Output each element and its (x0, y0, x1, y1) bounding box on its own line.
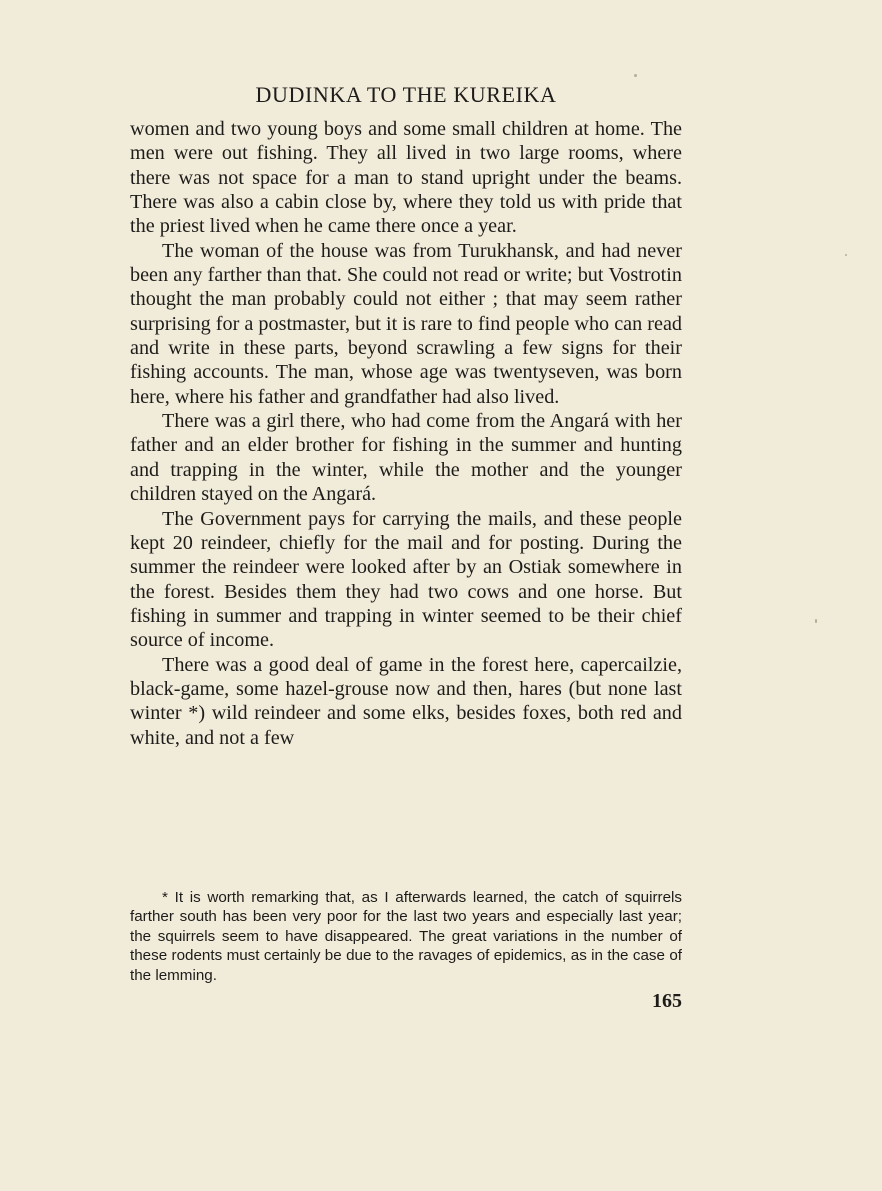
footnote: * It is worth remarking that, as I afterwards learned, the catch of squirrels farther south has been very poor for the last two years and especially last year; the squirrels seem to have disappeared. The great variations in the number of these rodents must certainly be due to the ravages of epidemics, as in the case of the lemming. (130, 889, 682, 984)
paper-speck (845, 254, 847, 256)
paragraph: The woman of the house was from Turukhansk, and had never been any farther than that. She could not read or write; but Vostrotin thought the man probably could not either ; that may seem rather surprising for a postmaster, but it is rare to find people who can read and write in these parts, beyond scrawling a few signs for their fishing accounts. The man, whose age was twentyseven, was born here, where his father and grandfather had also lived. (130, 239, 682, 408)
paragraph: women and two young boys and some small children at home. The men were out fishing. They all lived in two large rooms, where there was not space for a man to stand upright under the beams. There was also a cabin close by, where they told us with pride that the priest lived when he came there once a year. (130, 118, 682, 238)
paper-speck (634, 74, 637, 77)
paragraph: There was a good deal of game in the forest here, capercailzie, black-game, some hazel-grouse now and then, hares (but none last winter *) wild reindeer and some elks, besides foxes, both red and white, and not a few (130, 653, 682, 749)
running-head: DUDINKA TO THE KUREIKA (255, 82, 557, 107)
paragraph: There was a girl there, who had come from the Angará with her father and an elder brother for fishing in the summer and hunting and trapping in the winter, while the mother and the younger children stayed on the Angará. (130, 410, 682, 506)
page-number: 165 (652, 990, 682, 1012)
paper-speck (815, 619, 817, 623)
body-text (130, 117, 682, 750)
paragraph: The Government pays for carrying the mails, and these people kept 20 reindeer, chiefly for the mail and for posting. During the summer the reindeer were looked after by an Ostiak somewhere in the forest. Besides them they had two cows and one horse. But fishing in summer and trapping in winter seemed to be their chief source of income. (130, 507, 682, 652)
